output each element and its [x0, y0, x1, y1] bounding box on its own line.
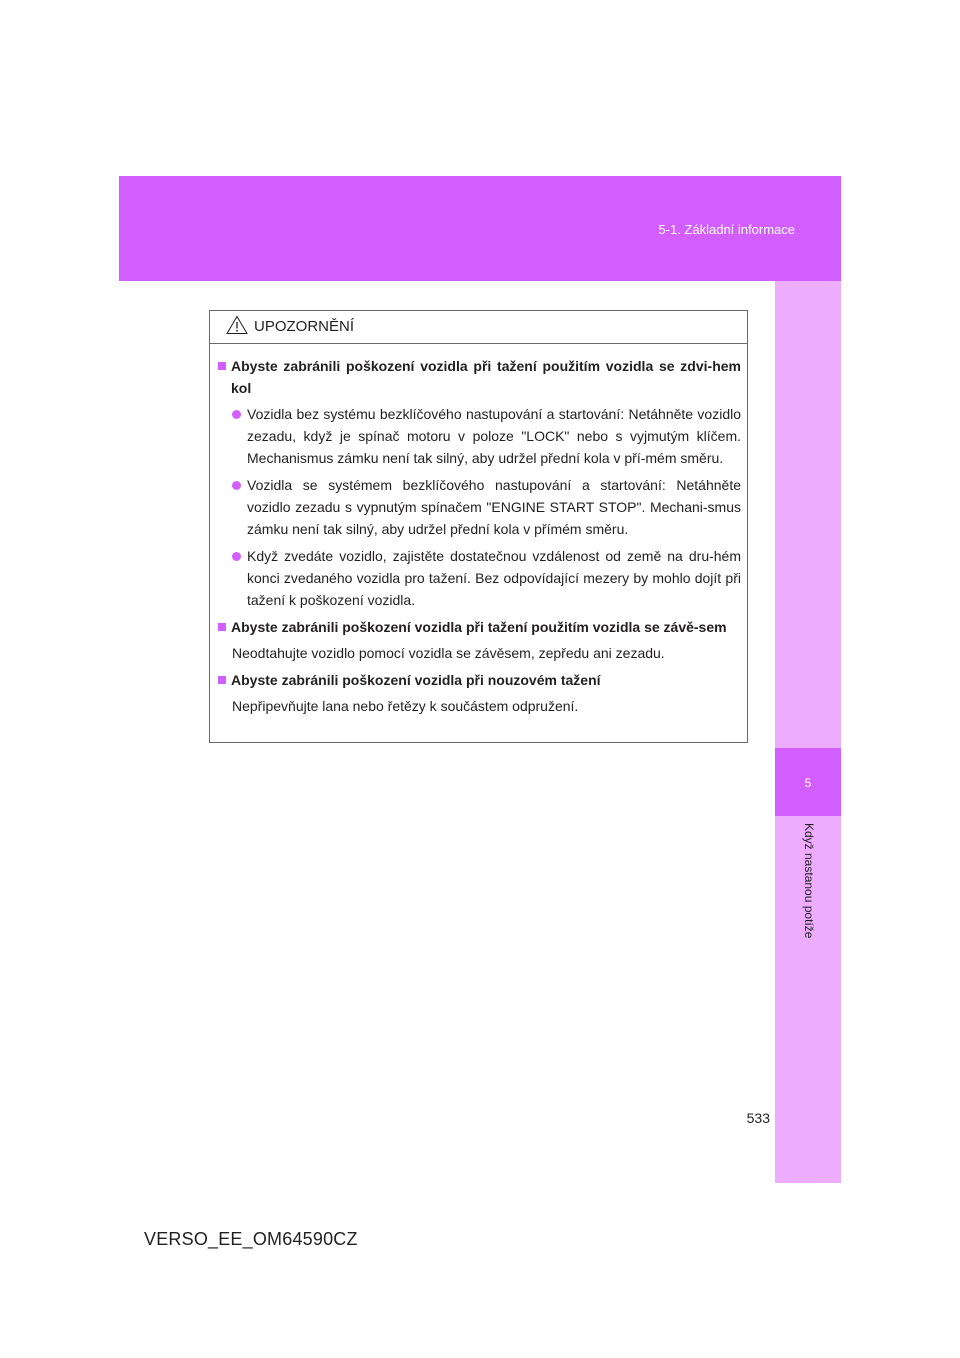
warning-bullet — [232, 545, 741, 611]
chapter-title: Když nastanou potíže — [802, 823, 816, 939]
warning-paragraph: Neodtahujte vozidlo pomocí vozidla se závěsem, zepředu ani zezadu. — [232, 645, 665, 661]
warning-triangle-icon — [226, 315, 248, 340]
round-bullet-icon — [232, 552, 241, 561]
warning-bullet — [232, 403, 741, 469]
round-bullet-icon — [232, 481, 241, 490]
side-tab — [775, 281, 841, 1183]
round-bullet-icon — [232, 410, 241, 419]
square-bullet-icon — [218, 623, 226, 631]
warning-box — [209, 310, 748, 743]
square-bullet-icon — [218, 676, 226, 684]
header-band — [119, 176, 841, 281]
warning-heading — [216, 616, 741, 638]
warning-bullet-text: Vozidla bez systému bezklíčového nastupování a startování: Netáhněte vozidlo zezadu, když je spínač motoru v poloze "LOCK" nebo s vyjmutým klíčem. Mechanismus zámku není tak silný, aby udržel přední kola v pří-mém směru. — [247, 406, 741, 466]
chapter-tab — [775, 748, 841, 816]
section-title: 5-1. Základní informace — [658, 222, 795, 237]
warning-body — [210, 344, 747, 717]
warning-title: UPOZORNĚNÍ — [254, 318, 355, 335]
warning-bullet-text: Když zvedáte vozidlo, zajistěte dostatečnou vzdálenost od země na dru-hém konci zvedaného vozidla pro tažení. Bez odpovídající mezery by mohlo dojít při tažení k poškození vozidla. — [247, 548, 741, 608]
warning-paragraph: Nepřipevňujte lana nebo řetězy k součástem odpružení. — [232, 698, 579, 714]
warning-heading-text: Abyste zabránili poškození vozidla při nouzovém tažení — [231, 672, 601, 688]
square-bullet-icon — [218, 362, 226, 370]
warning-bullet — [232, 474, 741, 540]
document-code: VERSO_EE_OM64590CZ — [144, 1229, 358, 1249]
warning-heading — [216, 669, 741, 691]
warning-heading-text: Abyste zabránili poškození vozidla při tažení použitím vozidla se zdvi-hem kol — [231, 358, 741, 396]
page-number: 533 — [746, 1110, 770, 1126]
warning-header — [210, 311, 747, 344]
warning-heading-text: Abyste zabránili poškození vozidla při tažení použitím vozidla se závě-sem — [231, 619, 727, 635]
warning-heading — [216, 355, 741, 399]
chapter-number: 5 — [804, 776, 812, 790]
warning-bullet-text: Vozidla se systémem bezklíčového nastupování a startování: Netáhněte vozidlo zezadu s vypnutým spínačem "ENGINE START STOP". Mechani-smus zámku není tak silný, aby udržel přední kola v přímém směru. — [247, 477, 741, 537]
